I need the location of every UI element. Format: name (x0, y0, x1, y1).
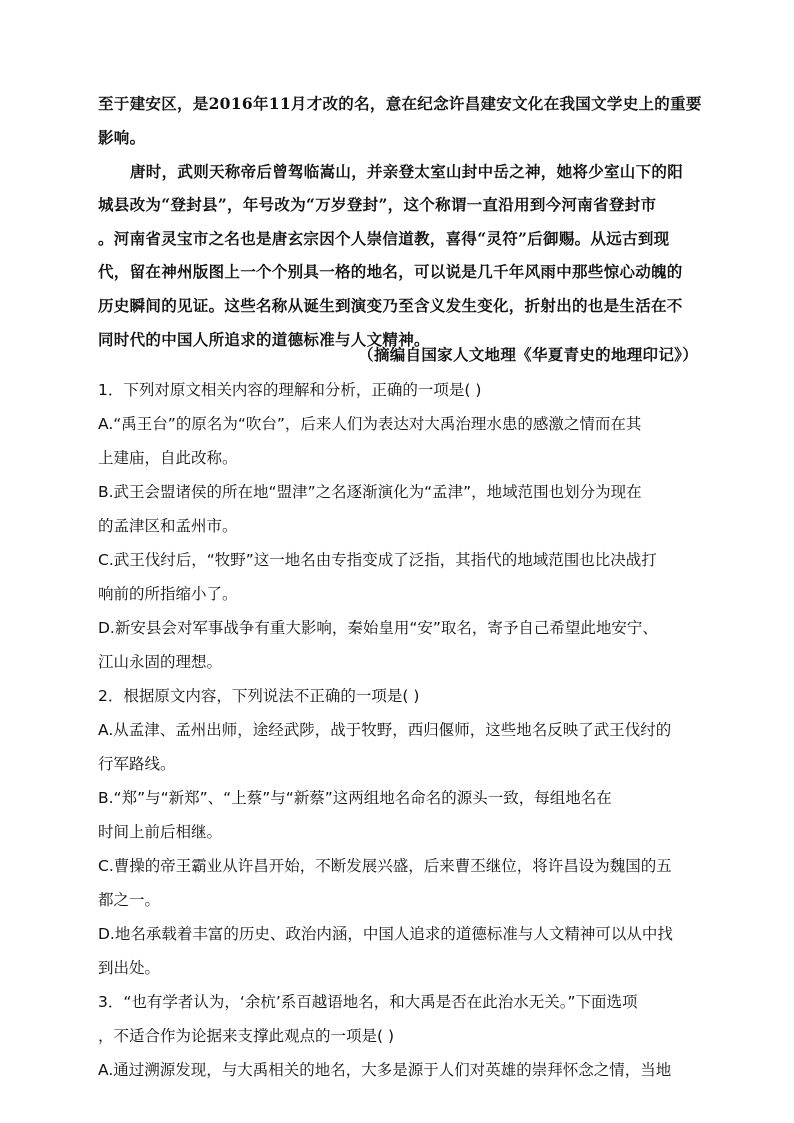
question-1-option-a: A.“禹王台”的原名为“吹台”，后来人们为表达对大禹治理水患的感激之情而在其 (98, 415, 642, 433)
question-2-option-d: D.地名承载着丰富的历史、政治内涵，中国人追求的道德标准与人文精神可以从中找 (98, 925, 673, 943)
passage-line: 同时代的中国人所追求的道德标准与人文精神。 (98, 330, 430, 349)
question-2-option-c: C.曹操的帝王霸业从许昌开始，不断发展兴盛，后来曹丕继位，将许昌设为魏国的五 (98, 857, 672, 875)
question-2-stem: 2．根据原文内容，下列说法不正确的一项是( ) (98, 687, 420, 705)
passage-line: 影响。 (98, 128, 146, 147)
question-1-option-d: D.新安县会对军事战争有重大影响，秦始皇用“安”取名，寄予自己希望此地安宁、 (98, 619, 658, 637)
question-3-stem: ，不适合作为论据来支撑此观点的一项是( ) (98, 1027, 395, 1045)
question-2-option-c: 都之一。 (98, 891, 161, 909)
question-1-option-c: C.武王伐纣后，“牧野”这一地名由专指变成了泛指，其指代的地域范围也比决战打 (98, 551, 657, 569)
question-2-option-a: 行军路线。 (98, 755, 176, 773)
question-2-option-b: 时间上前后相继。 (98, 823, 223, 841)
question-1-stem: 1．下列对原文相关内容的理解和分析，正确的一项是( ) (98, 381, 482, 399)
question-1-option-b: B.武王会盟诸侯的所在地“盟津”之名逐渐演化为“孟津”，地域范围也划分为现在 (98, 483, 642, 501)
question-2-option-d: 到出处。 (98, 959, 161, 977)
question-3-option-a: A.通过溯源发现，与大禹相关的地名，大多是源于人们对英雄的崇拜怀念之情，当地 (98, 1061, 672, 1079)
question-1-option-a: 上建庙，自此改称。 (98, 449, 238, 467)
question-1-option-b: 的孟津区和孟州市。 (98, 517, 238, 535)
passage-line: 至于建安区，是2016年11月才改的名，意在纪念许昌建安文化在我国文学史上的重要 (98, 94, 702, 113)
passage-source: （摘编自国家人文地理《华夏青史的地理印记》） (358, 345, 698, 364)
passage-line: 代，留在神州版图上一个个别具一格的地名，可以说是几千年风雨中那些惊心动魄的 (98, 262, 683, 281)
passage-line: 历史瞬间的见证。这些名称从诞生到演变乃至含义发生变化，折射出的也是生活在不 (98, 296, 683, 315)
passage-line: 城县改为“登封县”，年号改为“万岁登封”，这个称谓一直沿用到今河南省登封市 (98, 195, 657, 214)
passage-line: 唐时，武则天称帝后曾驾临嵩山，并亲登太室山封中岳之神，她将少室山下的阳 (130, 162, 684, 181)
question-3-stem: 3．“也有学者认为，‘余杭’系百越语地名，和大禹是否在此治水无关。”下面选项 (98, 993, 638, 1011)
question-1-option-c: 响前的所指缩小了。 (98, 585, 238, 603)
question-2-option-b: B.“郑”与“新郑”、“上蔡”与“新蔡”这两组地名命名的源头一致，每组地名在 (98, 789, 612, 807)
passage-line: 。河南省灵宝市之名也是唐玄宗因个人崇信道教，喜得“灵符”后御赐。从远古到现 (98, 229, 670, 248)
question-2-option-a: A.从孟津、孟州出师，途经武陟，战于牧野，西归偃师，这些地名反映了武王伐纣的 (98, 721, 672, 739)
question-1-option-d: 江山永固的理想。 (98, 653, 223, 671)
